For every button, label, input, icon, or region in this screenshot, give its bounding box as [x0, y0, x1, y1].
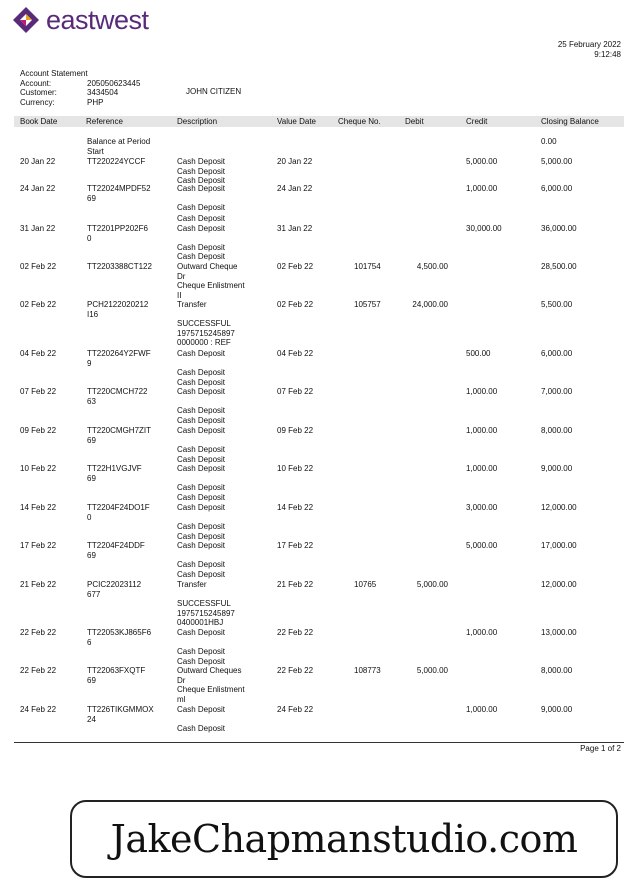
value-date: 14 Feb 22	[277, 503, 314, 512]
book-date: 22 Feb 22	[20, 666, 57, 675]
closing-balance: 5,000.00	[541, 157, 573, 166]
reference: TT226TIKGMMOX 24	[87, 705, 154, 724]
credit: 1,000.00	[466, 705, 498, 714]
reference: TT220264Y2FWF 9	[87, 349, 151, 368]
book-date: 31 Jan 22	[20, 224, 56, 233]
credit: 5,000.00	[466, 541, 498, 550]
col-description: Description	[177, 117, 218, 126]
book-date: 02 Feb 22	[20, 300, 57, 309]
account-number: 205050623445	[87, 78, 141, 88]
reference: TT22H1VGJVF 69	[87, 464, 142, 483]
closing-balance: 28,500.00	[541, 262, 577, 271]
closing-balance: 7,000.00	[541, 387, 573, 396]
description: Cash Deposit Cash Deposit Cash Deposit	[177, 157, 226, 186]
book-date: 22 Feb 22	[20, 628, 57, 637]
opening-description: Balance at Period Start	[87, 137, 151, 156]
description: Outward Cheque Dr Cheque Enlistment II	[177, 262, 245, 300]
value-date: 21 Feb 22	[277, 580, 314, 589]
field-label: Customer:	[20, 88, 57, 97]
description: Cash Deposit Cash Deposit	[177, 705, 226, 734]
value-date: 22 Feb 22	[277, 628, 314, 637]
value-date: 04 Feb 22	[277, 349, 314, 358]
description: Cash Deposit Cash Deposit Cash Deposit	[177, 541, 226, 579]
credit: 1,000.00	[466, 628, 498, 637]
description: Cash Deposit Cash Deposit Cash Deposit	[177, 503, 226, 541]
credit: 1,000.00	[466, 184, 498, 193]
watermark-box	[70, 800, 618, 878]
closing-balance: 17,000.00	[541, 541, 577, 550]
reference: TT22063FXQTF 69	[87, 666, 146, 685]
brand-name: eastwest	[46, 4, 149, 35]
reference: TT2204F24DDF 69	[87, 541, 145, 560]
closing-balance: 8,000.00	[541, 666, 573, 675]
col-cheque-no: Cheque No.	[338, 117, 381, 126]
debit: 24,000.00	[412, 300, 448, 309]
statement-datetime	[558, 40, 621, 60]
book-date: 24 Jan 22	[20, 184, 56, 193]
diamond-logo-icon	[12, 6, 40, 34]
closing-balance: 6,000.00	[541, 184, 573, 193]
description: Outward Cheques Dr Cheque Enlistment ml	[177, 666, 245, 704]
credit: 5,000.00	[466, 157, 498, 166]
closing-balance: 9,000.00	[541, 464, 573, 473]
debit: 5,000.00	[416, 666, 448, 675]
reference: TT220CMGH7ZIT 69	[87, 426, 152, 445]
description: Cash Deposit Cash Deposit Cash Deposit	[177, 464, 226, 502]
bank-logo	[12, 5, 149, 35]
cheque-no: 105757	[354, 300, 381, 309]
footer-divider	[14, 742, 624, 743]
closing-balance: 8,000.00	[541, 426, 573, 435]
value-date: 24 Jan 22	[277, 184, 313, 193]
closing-balance: 9,000.00	[541, 705, 573, 714]
col-closing-balance: Closing Balance	[541, 117, 599, 126]
book-date: 04 Feb 22	[20, 349, 57, 358]
value-date: 02 Feb 22	[277, 262, 314, 271]
col-value-date: Value Date	[277, 117, 316, 126]
value-date: 17 Feb 22	[277, 541, 314, 550]
description-pre: Cash Deposit	[177, 214, 226, 224]
description: Transfer SUCCESSFUL 1975715245897 0400001HBJ	[177, 580, 235, 628]
statement-date: 25 February 2022	[557, 40, 621, 49]
description: Cash Deposit Cash Deposit Cash Deposit	[177, 349, 226, 387]
book-date: 10 Feb 22	[20, 464, 57, 473]
value-date: 24 Feb 22	[277, 705, 314, 714]
book-date: 21 Feb 22	[20, 580, 57, 589]
description: Transfer SUCCESSFUL 1975715245897 0000000 : REF	[177, 300, 235, 348]
value-date: 09 Feb 22	[277, 426, 314, 435]
reference: TT2203388CT122	[87, 262, 152, 271]
watermark-text: JakeChapmanstudio.com	[110, 817, 578, 861]
closing-balance: 13,000.00	[541, 628, 577, 637]
book-date: 24 Feb 22	[20, 705, 57, 714]
credit: 1,000.00	[466, 464, 498, 473]
reference: TT220CMCH722 63	[87, 387, 148, 406]
book-date: 02 Feb 22	[20, 262, 57, 271]
closing-balance: 36,000.00	[541, 224, 577, 233]
account-info	[20, 69, 241, 107]
value-date: 22 Feb 22	[277, 666, 314, 675]
reference: PCH2122020212 I16	[87, 300, 149, 319]
field-label: Currency:	[20, 97, 55, 107]
reference: PCIC22023112 677	[87, 580, 142, 599]
closing-balance: 5,500.00	[541, 300, 573, 309]
value-date: 20 Jan 22	[277, 157, 313, 166]
col-debit: Debit	[405, 117, 424, 126]
description: Cash Deposit Cash Deposit Cash Deposit	[177, 628, 226, 666]
reference: TT2204F24DO1F 0	[87, 503, 150, 522]
book-date: 20 Jan 22	[20, 157, 56, 166]
opening-closing: 0.00	[541, 137, 557, 146]
description: Cash Deposit Cash Deposit	[177, 224, 226, 253]
book-date: 09 Feb 22	[20, 426, 57, 435]
description: Cash Deposit Cash Deposit Cash Deposit	[177, 426, 226, 464]
value-date: 07 Feb 22	[277, 387, 314, 396]
book-date: 14 Feb 22	[20, 503, 57, 512]
reference: TT22024MPDF52 69	[87, 184, 151, 203]
reference: TT220224YCCF	[87, 157, 146, 166]
statement-time: 9:12:48	[594, 50, 621, 59]
value-date: 31 Jan 22	[277, 224, 313, 233]
debit: 4,500.00	[416, 262, 448, 271]
value-date: 02 Feb 22	[277, 300, 314, 309]
book-date: 17 Feb 22	[20, 541, 57, 550]
currency-code: PHP	[87, 97, 104, 107]
customer-row	[20, 88, 241, 98]
description: Cash Deposit Cash Deposit Cash Deposit	[177, 387, 226, 425]
book-date: 07 Feb 22	[20, 387, 57, 396]
field-label: Account:	[20, 78, 52, 88]
reference: TT22053KJ865F6 6	[87, 628, 152, 647]
reference: TT2201PP202F6 0	[87, 224, 148, 243]
closing-balance: 12,000.00	[541, 503, 577, 512]
credit: 1,000.00	[466, 387, 498, 396]
customer-name: JOHN CITIZEN	[186, 87, 242, 96]
col-credit: Credit	[466, 117, 488, 126]
credit: 500.00	[466, 349, 491, 358]
debit: 5,000.00	[416, 580, 448, 589]
credit: 30,000.00	[466, 224, 502, 233]
credit: 3,000.00	[466, 503, 498, 512]
closing-balance: 12,000.00	[541, 580, 577, 589]
currency-row	[20, 98, 241, 108]
description: Cash Deposit Cash Deposit	[177, 184, 226, 213]
cheque-no: 101754	[354, 262, 381, 271]
account-title: Account Statement	[20, 69, 88, 78]
credit: 1,000.00	[466, 426, 498, 435]
cheque-no: 108773	[354, 666, 381, 675]
col-book-date: Book Date	[20, 117, 58, 126]
description-pre: Cash Deposit	[177, 252, 226, 262]
value-date: 10 Feb 22	[277, 464, 314, 473]
col-reference: Reference	[86, 117, 123, 126]
closing-balance: 6,000.00	[541, 349, 573, 358]
page-number: Page 1 of 2	[580, 744, 621, 753]
table-header	[14, 116, 624, 127]
cheque-no: 10765	[354, 580, 377, 589]
customer-number: 3434504	[87, 88, 119, 97]
